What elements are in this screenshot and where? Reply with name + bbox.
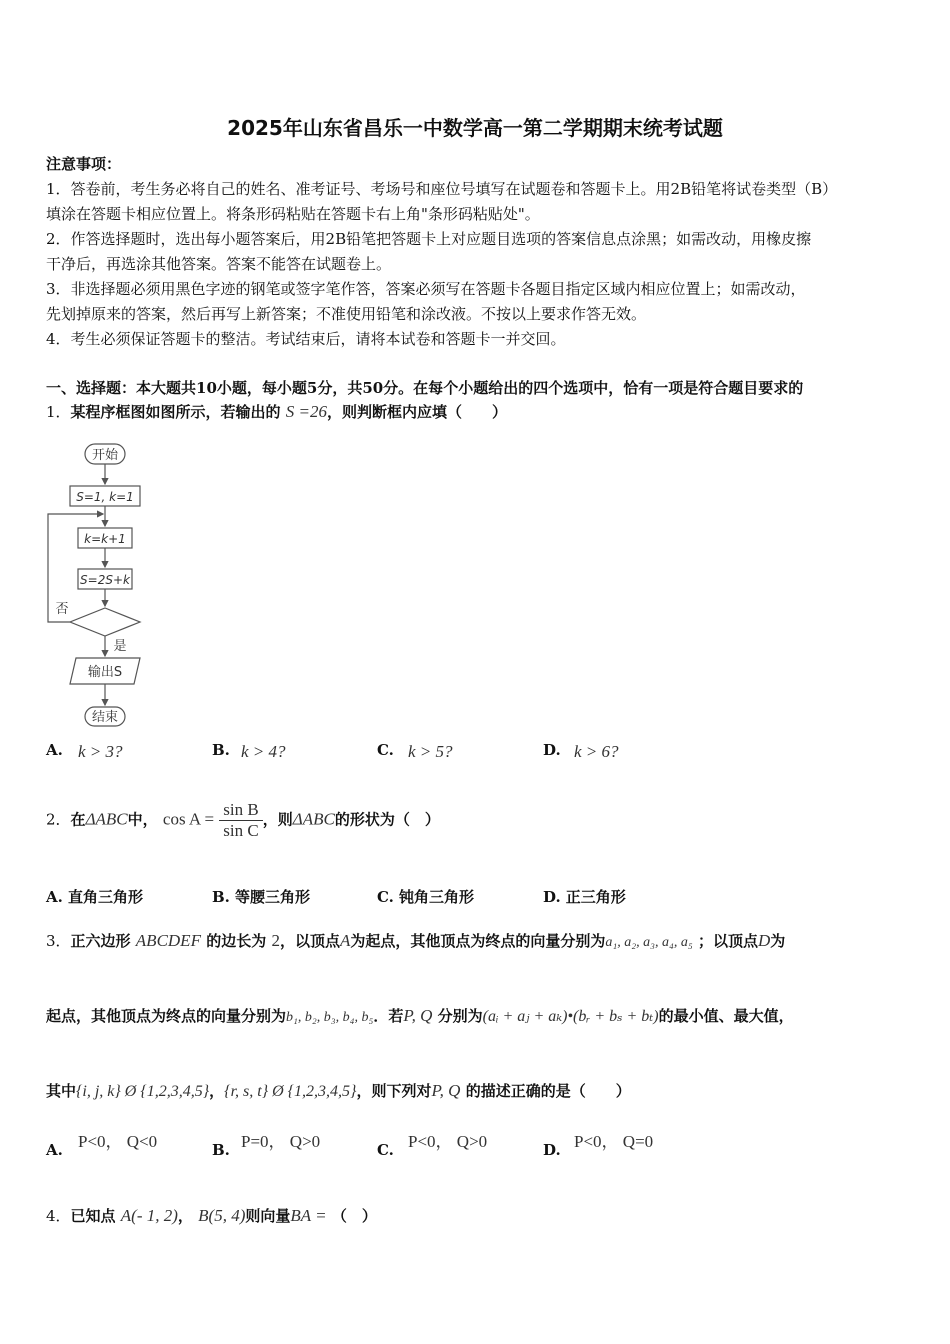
notice-line: 4．考生必须保证答题卡的整洁。考试结束后，请将本试卷和答题卡一并交回。 (46, 330, 566, 348)
flow-output-label: 输出S (87, 665, 123, 680)
option-d-text: P<0， Q=0 (574, 1132, 654, 1151)
notice-line: 填涂在答题卡相应位置上。将条形码粘贴在答题卡右上角"条形码粘贴处"。 (46, 205, 540, 223)
question-2-stem (46, 800, 440, 841)
flowchart (40, 430, 160, 730)
option-d-text: k > 6? (574, 742, 619, 761)
question-text: 在 (70, 810, 86, 829)
question-3-line-2: 起点，其他顶点为终点的向量分别为b₁, b₂, b₃, b₄, b₅．若P, Q 分别为(aᵢ + aⱼ + aₖ)•(bᵣ + bₛ + bₜ)的最小值、最大值， (46, 1006, 794, 1025)
page-title: 2025年山东省昌乐一中数学高一第二学期期末统考试题 (227, 116, 723, 140)
flow-no-label: 否 (55, 602, 69, 617)
math-expression: cos A = (162, 809, 215, 829)
option-b[interactable]: B. 等腰三角形 (212, 888, 311, 906)
question-1-stem (46, 401, 507, 422)
math-expression: ΔABC (292, 809, 335, 829)
section-heading: 一、选择题：本大题共10小题，每小题5分，共50分。在每个小题给出的四个选项中，恰有一项是符合题目要求的 (46, 379, 804, 397)
question-number: 2． (46, 810, 71, 829)
option-c-text: P<0， Q>0 (408, 1132, 488, 1151)
option-c[interactable]: C. (377, 741, 394, 759)
math-expression: ΔABC (85, 809, 128, 829)
flow-update-label: S=2S+k (80, 573, 130, 587)
option-a-text: P<0， Q<0 (78, 1132, 158, 1151)
option-a[interactable]: A. (46, 1141, 63, 1159)
flow-end-label: 结束 (91, 710, 119, 725)
flow-decision-node (70, 608, 140, 636)
question-4-stem: 4．已知点 A(- 1, 2)， B(5, 4)则向量BA = （ ） (46, 1206, 377, 1225)
option-c[interactable]: C. (377, 1141, 394, 1159)
flow-init-label: S=1, k=1 (76, 490, 134, 504)
option-c[interactable]: C. 钝角三角形 (377, 888, 475, 906)
flow-inc-label: k=k+1 (84, 532, 126, 546)
question-3-line-3: 其中{i, j, k} Ø {1,2,3,4,5}，{r, s, t} Ø {1,2,3,4,5}，则下列对P, Q 的描述正确的是（ ） (46, 1081, 631, 1100)
question-text: 中， (127, 810, 158, 829)
option-a[interactable]: A. 直角三角形 (46, 888, 143, 906)
option-a[interactable]: A. (46, 741, 63, 759)
flow-yes-label: 是 (113, 639, 127, 654)
notice-line: 2．作答选择题时，选出每小题答案后，用2B铅笔把答题卡上对应题目选项的答案信息点涂黑；如需改动，用橡皮擦 (46, 230, 812, 248)
option-b-text: P=0， Q>0 (241, 1132, 321, 1151)
question-text: ，则判断框内应填（ ） (327, 403, 508, 421)
notice-line: 先划掉原来的答案，然后再写上新答案；不准使用铅笔和涂改液。不按以上要求作答无效。 (46, 305, 647, 323)
notice-line: 3．非选择题必须用黑色字迹的钢笔或签字笔作答，答案必须写在答题卡各题目指定区域内相应位置上；如需改动， (46, 280, 806, 298)
question-3-line-1: 3．正六边形 ABCDEF 的边长为 2，以顶点A为起点，其他顶点为终点的向量分别为a₁, a₂, a₃, a₄, a₅ ；以顶点D为 (46, 931, 786, 950)
option-b[interactable]: B. (212, 741, 230, 759)
notice-heading: 注意事项： (46, 155, 122, 173)
option-d[interactable]: D. (543, 741, 561, 759)
fraction: $\frac{\text{sin B}}{\text{sin C}}$ (219, 800, 262, 841)
option-d[interactable]: D. 正三角形 (543, 888, 626, 906)
question-text: ，则 (262, 810, 293, 829)
flow-start-label: 开始 (91, 448, 119, 463)
option-b[interactable]: B. (212, 1141, 230, 1159)
math-expression: S =26 (285, 402, 328, 421)
option-a-text: k > 3? (78, 742, 123, 761)
question-text: 某程序框图如图所示，若输出的 (70, 403, 281, 421)
option-b-text: k > 4? (241, 742, 286, 761)
option-d[interactable]: D. (543, 1141, 561, 1159)
notice-line: 干净后，再选涂其他答案。答案不能答在试题卷上。 (46, 255, 392, 273)
option-c-text: k > 5? (408, 742, 453, 761)
question-text: 的形状为（ ） (334, 810, 440, 829)
question-number: 1． (46, 403, 71, 421)
notice-line: 1．答卷前，考生务必将自己的姓名、准考证号、考场号和座位号填写在试题卷和答题卡上。用2B铅笔将试卷类型（B） (46, 180, 838, 198)
